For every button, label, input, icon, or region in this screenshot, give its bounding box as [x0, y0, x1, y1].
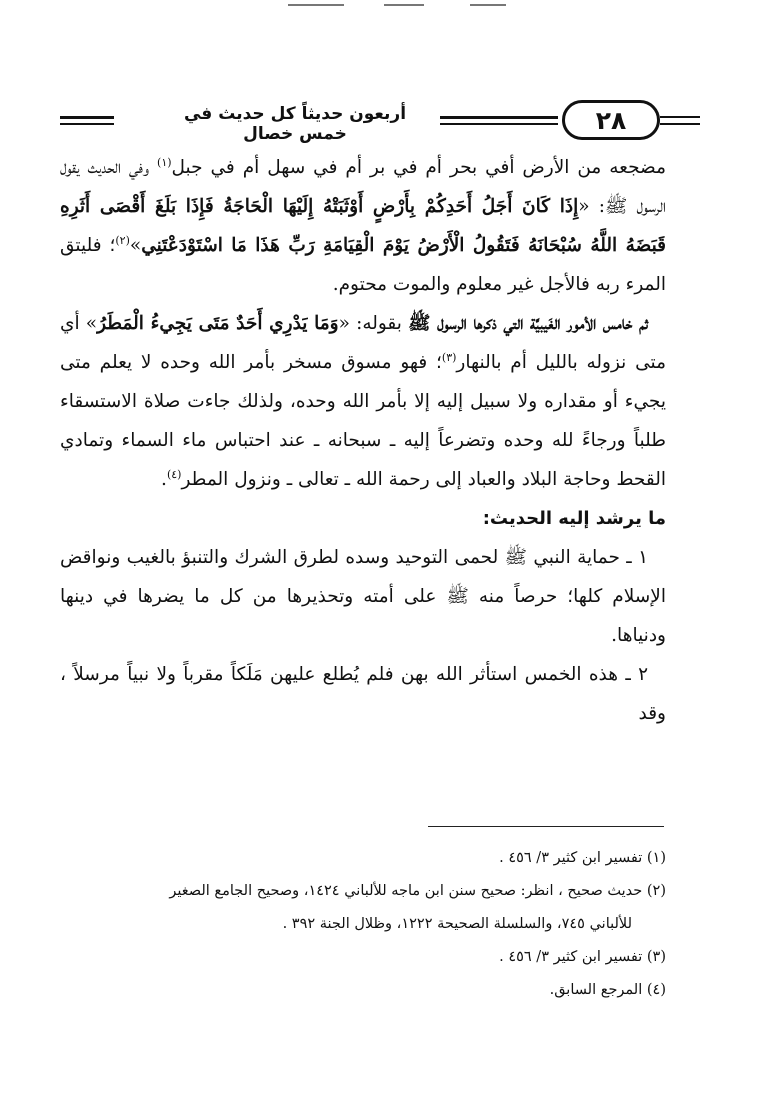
list-item-2: ٢ ـ هذه الخمس استأثر الله بهن فلم يُطلع عليهن مَلَكاً مقرباً ولا نبياً مرسلاً ، وقد [60, 664, 666, 724]
paragraph-2-lead: ثم خامس الأمور الغَيبيَّة التي ذكرها الرسول ﷺ [408, 313, 648, 334]
hadith-quote-2: وَمَا يَدْرِي أَحَدٌ مَتَى يَجِيءُ الْمَطَرُ [97, 313, 339, 334]
footnote-1: (١) تفسير ابن كثير ٣/ ٤٥٦ . [499, 850, 666, 866]
page-number: ٢٨ [562, 100, 660, 140]
section-heading: ما يرشد إليه الحديث: [482, 508, 666, 529]
header-rule-right-top [660, 116, 700, 118]
header-rule-right-bottom [660, 123, 700, 125]
footnote-ref-1: (١) [157, 155, 172, 169]
header-rule-left-top [60, 116, 114, 119]
footnote-3: (٣) تفسير ابن كثير ٣/ ٤٥٦ . [499, 949, 666, 965]
footnote-ref-4: (٤) [166, 467, 182, 481]
scan-marks [280, 4, 520, 6]
body-text [60, 148, 666, 733]
footnote-2-continued: للألباني ٧٤٥، والسلسلة الصحيحة ١٢٢٢، وظلال الجنة ٣٩٢ . [282, 916, 632, 932]
footnotes [60, 842, 666, 1007]
header-rule-left-bottom [60, 123, 114, 125]
footnote-2: (٢) حديث صحيح ، انظر: صحيح سنن ابن ماجه للألباني ١٤٢٤، وصحيح الجامع الصغير [169, 883, 666, 899]
header-rule-middle-bottom [440, 123, 558, 125]
header-rule-middle-top [440, 116, 558, 119]
list-item-1: ١ ـ حماية النبي ﷺ لحمى التوحيد وسده لطرق الشرك والتنبؤ بالغيب ونواقض الإسلام كلها؛ حرصاً منه ﷺ على أمته وتحذيرها من كل ما يضرها في دينها ودنياها. [60, 547, 666, 646]
paragraph-1: مضجعه من الأرض أفي بحر أم في بر أم في سهل أم في جبل$^{(١)}$ وفي الحديث يقول الرسول ﷺ: «إِذَا كَانَ أَجَلُ أَحَدِكُمْ بِأَرْضٍ أَوْثَبَتْهُ إِلَيْهَا الْحَاجَةُ فَإِذَا بَلَغَ أَقْصَى أَثَرِهِ قَبَضَهُ اللَّهُ سُبْحَانَهُ فَتَقُولُ الْأَرْضُ يَوْمَ الْقِيَامَةِ رَبِّ هَذَا مَا اسْتَوْدَعْتَنِي»$^{(٢)}$؛ فليتق المرء ربه فالأجل غير معلوم والموت محتوم. [60, 155, 666, 295]
footnote-ref-3: (٣) [441, 350, 457, 364]
hadith-quote-1: إِذَا كَانَ أَجَلُ أَحَدِكُمْ بِأَرْضٍ أَوْثَبَتْهُ إِلَيْهَا الْحَاجَةُ فَإِذَا بَلَغَ أَقْصَى أَثَرِهِ قَبَضَهُ اللَّهُ سُبْحَانَهُ فَتَقُولُ الْأَرْضُ يَوْمَ الْقِيَامَةِ رَبِّ هَذَا مَا اسْتَوْدَعْتَنِي [60, 196, 666, 256]
footnote-separator [428, 826, 664, 827]
page-header [60, 98, 700, 148]
running-title: أربعون حديثاً كل حديث في خمس خصال [183, 104, 407, 144]
paragraph-2: ثم خامس الأمور الغَيبيَّة التي ذكرها الرسول ﷺ بقوله: «وَمَا يَدْرِي أَحَدٌ مَتَى يَجِيءُ الْمَطَرُ» أي متى نزوله بالليل أم بالنهار$^{(٣)}$؛ فهو مسوق مسخر بأمر الله وحده لا يعلم متى يجيء أو مقداره ولا سبيل إليه إلا بأمر الله وحده، ولذلك جاءت صلاة الاستسقاء طلباً ورجاءً لله وحده وتضرعاً إليه ـ سبحانه ـ عند احتباس ماء السماء وتمادي القحط وحاجة البلاد والعباد إلى رحمة الله ـ تعالى ـ ونزول المطر$^{(٤)}$. [60, 313, 666, 490]
footnote-ref-2: (٢) [115, 233, 130, 247]
footnote-4: (٤) المرجع السابق. [549, 982, 666, 998]
